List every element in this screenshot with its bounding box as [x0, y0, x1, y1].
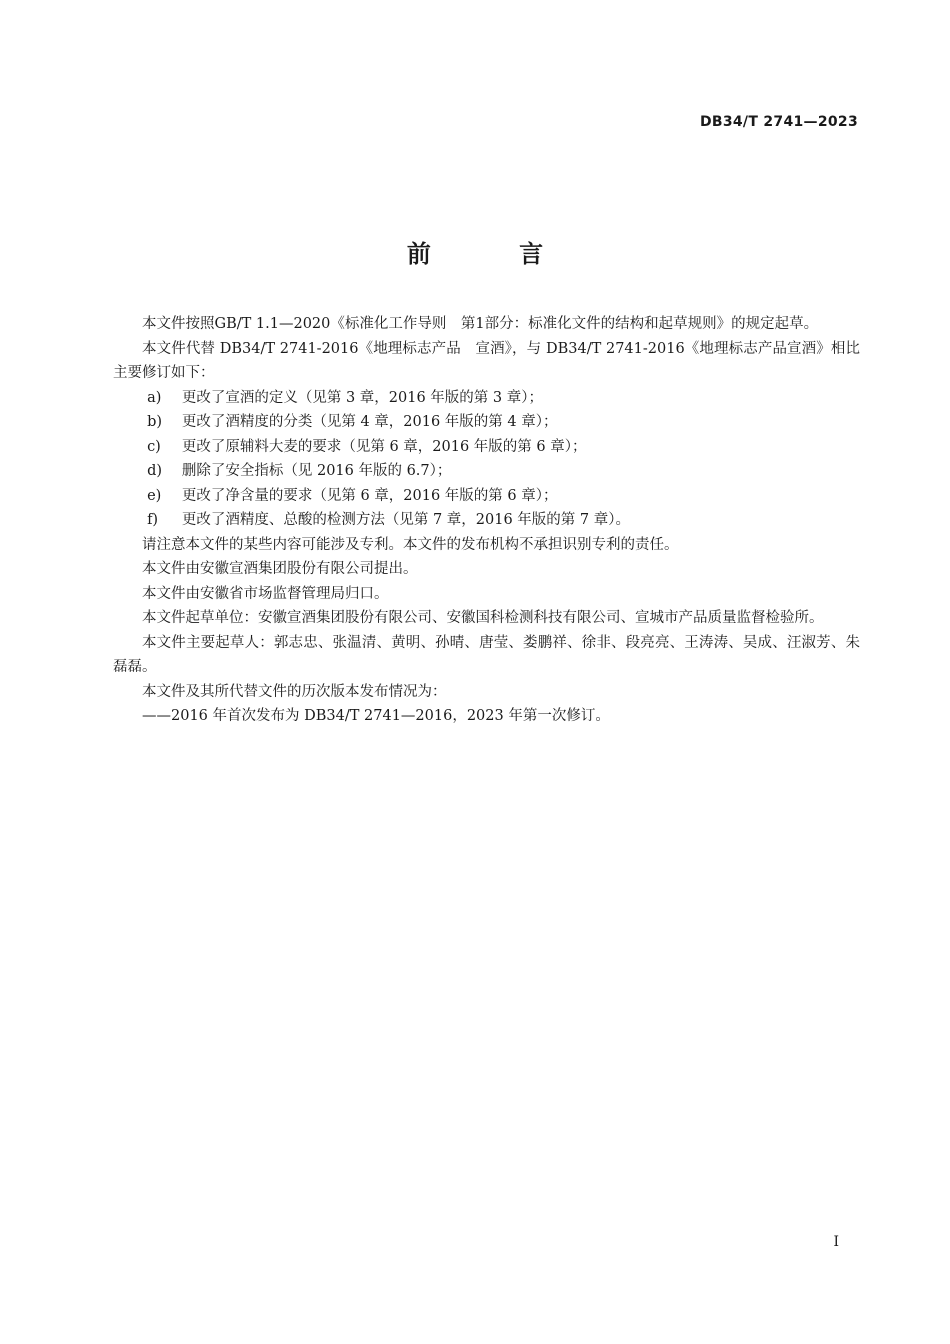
- change-item-mark: c): [147, 438, 161, 455]
- page-title: 前 言: [406, 240, 584, 268]
- change-item-text: 更改了宣酒的定义（见第 3 章，2016 年版的第 3 章）；: [181, 389, 544, 406]
- change-item-f: [113, 508, 860, 533]
- paragraph-history-intro: 本文件及其所代替文件的历次版本发布情况为：: [142, 683, 447, 700]
- change-item-mark: d): [147, 463, 163, 479]
- paragraph-patent-notice: 请注意本文件的某些内容可能涉及专利。本文件的发布机构不承担识别专利的责任。: [142, 536, 679, 553]
- paragraph-drafting-rules: 本文件按照GB/T 1.1—2020《标准化工作导则 第1部分：标准化文件的结构和起草规则》的规定起草。: [142, 316, 819, 332]
- paragraph-authority: 本文件由安徽省市场监督管理局归口。: [142, 585, 389, 602]
- paragraph-drafters: 本文件主要起草人：郭志忠、张温清、黄明、孙晴、唐莹、娄鹏祥、徐非、段亮亮、王涛涛、吴成、汪淑芳、朱磊磊。: [113, 634, 860, 675]
- change-item-mark: f): [147, 512, 159, 528]
- foreword-body: [113, 312, 860, 729]
- change-item-text: 更改了酒精度的分类（见第 4 章，2016 年版的第 4 章）；: [181, 414, 558, 430]
- paragraph-replacement: 本文件代替 DB34/T 2741-2016《地理标志产品 宣酒》，与 DB34/T 2741-2016《地理标志产品宣酒》相比主要修订如下：: [113, 340, 860, 381]
- paragraph-drafting-units: 本文件起草单位：安徽宣酒集团股份有限公司、安徽国科检测科技有限公司、宣城市产品质量监督检验所。: [142, 610, 824, 626]
- change-item-c: [113, 435, 860, 460]
- change-item-mark: e): [147, 487, 162, 504]
- change-item-e: [113, 484, 860, 509]
- change-item-b: [113, 410, 860, 435]
- change-item-text: 更改了原辅料大麦的要求（见第 6 章，2016 年版的第 6 章）；: [181, 438, 587, 455]
- page-number: I: [833, 1234, 839, 1250]
- paragraph-proposer: 本文件由安徽宣酒集团股份有限公司提出。: [142, 561, 418, 577]
- change-item-text: 更改了酒精度、总酸的检测方法（见第 7 章，2016 年版的第 7 章）。: [181, 512, 631, 528]
- change-item-text: 更改了净含量的要求（见第 6 章，2016 年版的第 6 章）；: [181, 487, 558, 504]
- change-item-mark: a): [147, 389, 162, 406]
- change-item-d: [113, 459, 860, 484]
- document-code: DB34/T 2741—2023: [699, 114, 858, 130]
- paragraph-history-item: ——2016 年首次发布为 DB34/T 2741—2016，2023 年第一次修订。: [142, 708, 610, 724]
- change-item-a: [113, 386, 860, 411]
- change-item-text: 删除了安全指标（见 2016 年版的 6.7）；: [181, 463, 452, 479]
- change-item-mark: b): [147, 414, 163, 430]
